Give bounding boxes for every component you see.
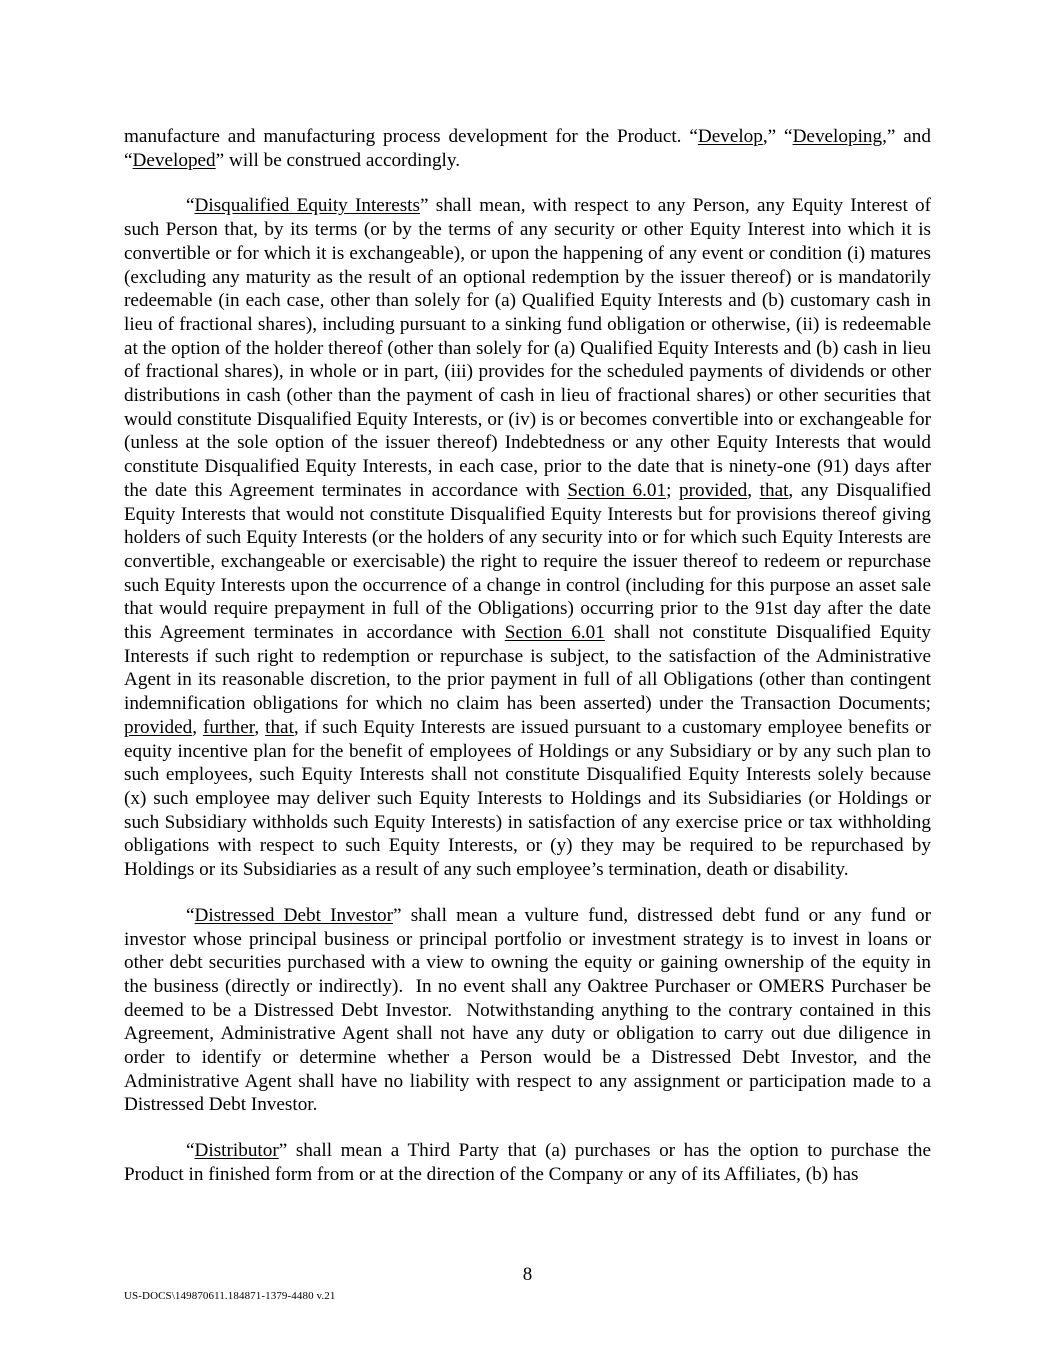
text-segment: manufacture and manufacturing process development for the Product. “ [124, 126, 698, 147]
section-reference: Section 6.01 [504, 622, 605, 644]
open-quote: “ [186, 195, 195, 217]
definition-disqualified-equity-interests [124, 194, 931, 881]
text-segment: ” will be construed accordingly. [215, 149, 461, 171]
paragraph-develop-continuation [124, 125, 931, 172]
text-segment: ; [666, 479, 680, 501]
defined-term-develop: Develop [697, 126, 763, 147]
proviso-term: further [202, 716, 255, 738]
text-segment: , if such Equity Interests are issued pursuant to a customary employee benefits or equity incentive plan for the benefit of employees of Holdings or any Subsidiary or by any such plan to such employees, such Equity Interests shall not constitute Disqualified Equity Interests solely because (x) such employee may deliver such Equity Interests to Holdings and its Subsidiaries (or Holdings or such Subsidiary withholds such Equity Interests) in satisfaction of any exercise price or tax withholding obligations with respect to such Equity Interests, or (y) they may be required to be repurchased by Holdings or its Subsidiaries as a result of any such employee’s termination, death or disability. [124, 716, 932, 881]
text-segment: , [254, 716, 266, 738]
text-segment: , [747, 479, 760, 501]
defined-term-disqualified-equity-interests: Disqualified Equity Interests [194, 195, 420, 217]
definition-distressed-debt-investor [124, 904, 931, 1117]
text-segment: ,” “ [762, 126, 793, 147]
definition-distributor [124, 1139, 931, 1186]
page-number: 8 [522, 1264, 533, 1285]
text-segment: ,” and “ [124, 126, 931, 171]
defined-term-distributor: Distributor [194, 1140, 279, 1162]
defined-term-developed: Developed [132, 149, 216, 171]
open-quote: “ [186, 904, 195, 926]
defined-term-distressed-debt-investor: Distressed Debt Investor [194, 904, 393, 926]
text-segment: ” shall mean a vulture fund, distressed debt fund or any fund or investor whose principal business or principal portfolio or investment strategy is to invest in loans or other debt securities purchased with a view to owning the equity or gaining ownership of the equity in the business (directly or indirectly). In no event shall any Oaktree Purchaser or OMERS Purchaser be deemed to be a Distressed Debt Investor. Notwithstanding anything to the contrary contained in this Agreement, Administrative Agent shall not have any duty or obligation to carry out due diligence in order to identify or determine whether a Person would be a Distressed Debt Investor, and the Administrative Agent shall have no liability with respect to any assignment or participation made to a Distressed Debt Investor. [124, 904, 932, 1116]
proviso-term: that [265, 716, 294, 738]
text-segment: shall not constitute Disqualified Equity Interests if such right to redemption or repurchase is subject, to the satisfaction of the Administrative Agent in its reasonable discretion, to the prior payment in full of all Obligations (other than contingent indemnification obligations for which no claim has been asserted) under the Transaction Documents; [124, 622, 931, 715]
text-segment: , any Disqualified Equity Interests that would not constitute Disqualified Equity Interests but for provisions thereof giving holders of such Equity Interests (or the holders of any security into or for which such Equity Interests are convertible, exchangeable or exercisable) the right to require the issuer thereof to redeem or repurchase such Equity Interests upon the occurrence of a change in control (including for this purpose an asset sale that would require prepayment in full of the Obligations) occurring prior to the 91st day after the date this Agreement terminates in accordance with [124, 479, 931, 644]
text-segment: ” shall mean, with respect to any Person, any Equity Interest of such Person that, by its terms (or by the terms of any security or other Equity Interest into which it is convertible or for which it is exchangeable), or upon the happening of any event or condition (i) matures (excluding any maturity as the result of an optional redemption by the issuer thereof) or is mandatorily redeemable (in each case, other than solely for (a) Qualified Equity Interests and (b) customary cash in lieu of fractional shares), including pursuant to a sinking fund obligation or otherwise, (ii) is redeemable at the option of the holder thereof (other than solely for (a) Qualified Equity Interests and (b) cash in lieu of fractional shares), in whole or in part, (iii) provides for the scheduled payments of dividends or other distributions in cash (other than the payment of cash in lieu of fractional shares) or other securities that would constitute Disqualified Equity Interests, or (iv) is or becomes convertible into or exchangeable for (unless at the sole option of the issuer thereof) Indebtedness or any other Equity Interests that would constitute Disqualified Equity Interests, in each case, prior to the date that is ninety-one (91) days after the date this Agreement terminates in accordance with [124, 195, 931, 501]
section-reference: Section 6.01 [567, 479, 667, 501]
document-id: US-DOCS\149870611.184871-1379-4480 v.21 [124, 1290, 336, 1302]
text-segment: ” shall mean a Third Party that (a) purchases or has the option to purchase the Product in finished form from or at the direction of the Company or any of its Affiliates, (b) has [124, 1140, 931, 1185]
proviso-term: provided [679, 479, 748, 501]
document-body [124, 125, 931, 1209]
open-quote: “ [186, 1140, 195, 1162]
text-segment: , [192, 716, 203, 738]
proviso-term: provided [124, 716, 193, 738]
defined-term-developing: Developing [792, 126, 883, 147]
proviso-term: that [759, 479, 789, 501]
